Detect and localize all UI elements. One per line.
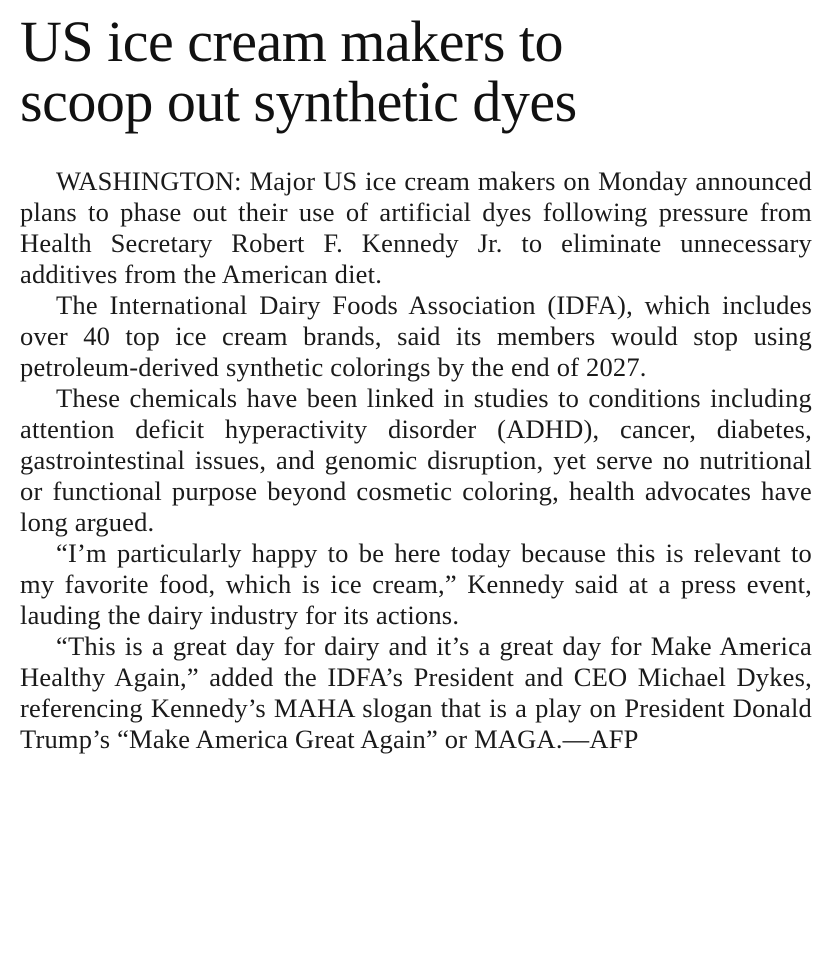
paragraph-health-links: These chemicals have been linked in studies to conditions including attention deficit hyperactivity disorder (ADHD), cancer, diabetes, gastrointestinal issues, and genomic disruption, yet serve no nutritional or functional purpose beyond cosmetic coloring, health advocates have long argued.	[20, 383, 812, 537]
article-body	[20, 166, 812, 755]
news-article	[20, 9, 812, 755]
headline-line: US ice cream makers to	[20, 9, 564, 74]
paragraph-dykes-quote: “This is a great day for dairy and it’s a great day for Make America Healthy Again,” added the IDFA’s President and CEO Michael Dykes, referencing Kennedy’s MAHA slogan that is a play on President Donald Trump’s “Make America Great Again” or MAGA.—AFP	[20, 631, 812, 754]
paragraph-idfa: The International Dairy Foods Association (IDFA), which includes over 40 top ice cream brands, said its members would stop using petroleum-derived synthetic colorings by the end of 2027.	[20, 290, 812, 382]
headline-line: scoop out synthetic dyes	[20, 69, 577, 134]
headline	[20, 9, 812, 134]
paragraph-kennedy-quote: “I’m particularly happy to be here today because this is relevant to my favorite food, which is ice cream,” Kennedy said at a press event, lauding the dairy industry for its actions.	[20, 538, 812, 630]
paragraph-dateline: WASHINGTON: Major US ice cream makers on Monday announced plans to phase out their use of artificial dyes following pressure from Health Secretary Robert F. Kennedy Jr. to eliminate unnecessary additives from the American diet.	[20, 166, 812, 289]
